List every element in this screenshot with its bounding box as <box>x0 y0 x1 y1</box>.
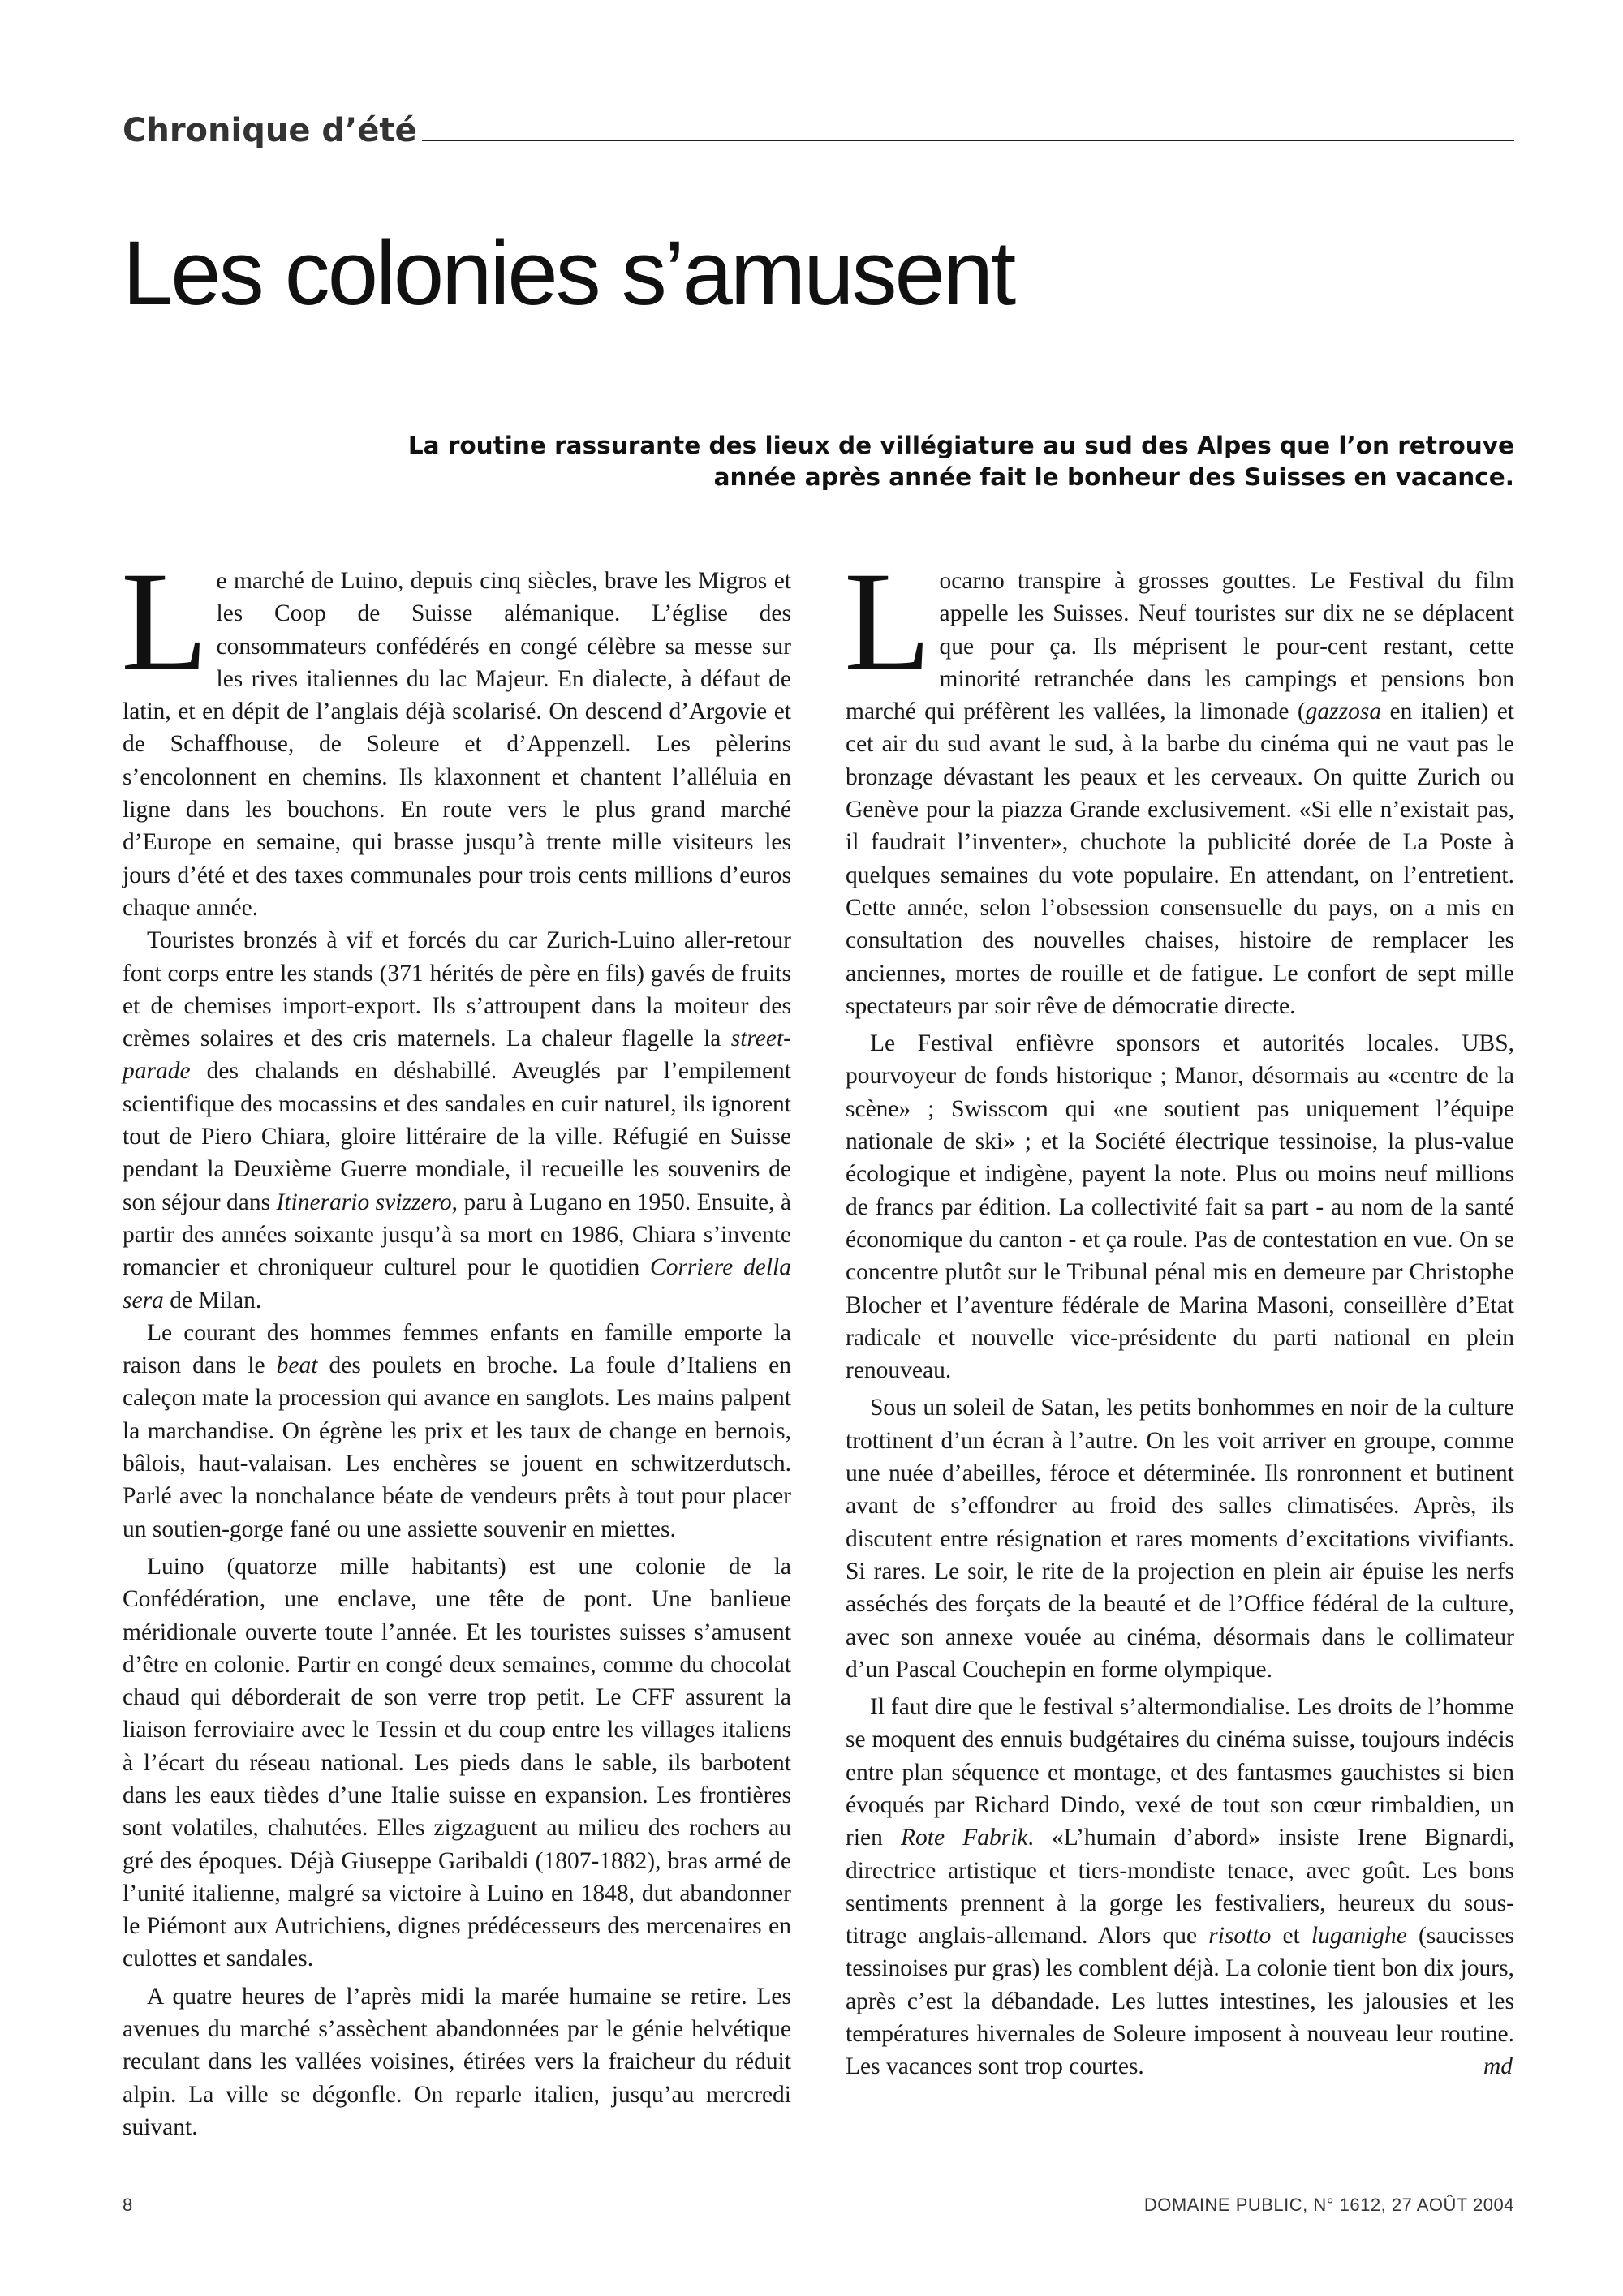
paragraph: Touristes bronzés à vif et forcés du car Zurich-Luino aller-retour font corps entre les stands (371 hérités de père en fils) gavés de fruits et de chemises import-export. Ils s’attroupent dans la moiteur des crèmes solaires et des cris maternels. La chaleur flagelle la street-parade des chalands en déshabillé. Aveuglés par l’empilement scientifique des mocassins et des sandales en cuir naturel, ils ignorent tout de Piero Chiara, gloire littéraire de la ville. Réfugié en Suisse pendant la Deuxième Guerre mondiale, il recueille les souvenirs de son séjour dans Itinerario svizzero, paru à Lugano en 1950. Ensuite, à partir des années soixante jusqu’à sa mort en 1986, Chiara s’invente romancier et chroniqueur culturel pour le quotidien Corriere della sera de Milan. <box>123 927 791 1314</box>
paragraph: Le courant des hommes femmes enfants en famille emporte la raison dans le beat des poulets en broche. La foule d’Italiens en caleçon mate la procession qui avance en sanglots. Les mains palpent la marchandise. On égrène les prix et les taux de change en bernois, bâlois, haut-valaisan. Les enchères se jouent en schwitzerdutsch. Parlé avec la nonchalance béate de vendeurs prêts à tout pour placer un soutien-gorge fané ou une assiette souvenir en miettes. <box>123 1319 791 1542</box>
drop-cap: L <box>844 543 932 701</box>
paragraph: Il faut dire que le festival s’altermondialise. Les droits de l’homme se moquent des ennuis budgétaires du cinéma suisse, toujours indécis entre plan séquence et montage, et des fantasmes gauchistes si bien évoqués par Richard Dindo, vexé de tout son cœur rimbaldien, un rien Rote Fabrik. «L’humain d’abord» insiste Irene Bignardi, directrice artistique et tiers-mondiste tenace, avec goût. Les bons sentiments prennent à la gorge les festivaliers, heureux du sous-titrage anglais-allemand. Alors que risotto et luganighe (saucisses tessinoises pur gras) les comblent déjà. La colonie tient bon dix jours, après c’est la débandade. Les luttes intestines, les jalousies et les températures hivernales de Soleure imposent à nouveau leur routine. Les vacances sont trop courtes. md <box>846 1691 1514 2083</box>
left-column <box>121 543 791 2143</box>
rubric-label: Chronique d’été <box>123 112 422 149</box>
publication-info: DOMAINE PUBLIC, N° 1612, 27 AOÛT 2004 <box>1143 2195 1514 2215</box>
page-number: 8 <box>123 2195 133 2215</box>
article-title: Les colonies s’amusent <box>123 222 1014 324</box>
paragraph: Luino (quatorze mille habitants) est une colonie de la Confédération, une enclave, une tête de pont. Une banlieue méridionale ouverte toute l’année. Et les touristes suisses s’amusent d’être en colonie. Partir en congé deux semaines, comme du chocolat chaud qui déborderait de son verre trop petit. Le CFF assurent la liaison ferroviaire avec le Tessin et du coup entre les villages italiens à l’écart du réseau national. Les pieds dans le sable, ils barbotent dans les eaux tièdes d’une Italie suisse en expansion. Les frontières sont volatiles, chahutées. Elles zigzaguent au milieu des rochers au gré des époques. Déjà Giuseppe Garibaldi (1807-1882), bras armé de l’unité italienne, malgré sa victoire à Luino en 1848, dut abandonner le Piémont aux Autrichiens, dignes prédécesseurs des mercenaires en culottes et sandales. <box>123 1553 791 1972</box>
paragraph: Locarno transpire à grosses gouttes. Le Festival du film appelle les Suisses. Neuf touristes sur dix ne se déplacent que pour ça. Ils méprisent le pour-cent restant, cette minorité retranchée dans les campings et pensions bon marché qui préfèrent les vallées, la limonade (gazzosa en italien) et cet air du sud avant le sud, à la barbe du cinéma qui ne vaut pas le bronzage dévastant les peaux et les cerveaux. On quitte Zurich ou Genève pour la piazza Grande exclusivement. «Si elle n’existait pas, il faudrait l’inventer», chuchote la publicité dorée de La Poste à quelques semaines du vote populaire. En attendant, on l’entretient. Cette année, selon l’obsession consensuelle du pays, on a mis en consultation des nouvelles chaises, histoire de remplacer les anciennes, mortes de rouille et de fatigue. Le confort de sept mille spectateurs par soir rêve de démocratie directe. <box>844 543 1514 1019</box>
author-signature: md <box>1483 2053 1513 2080</box>
section-rubric <box>123 104 1514 149</box>
right-column <box>844 543 1514 2083</box>
article-lead: La routine rassurante des lieux de villégiature au sud des Alpes que l’on retrouve année après année fait le bonheur des Suisses en vacance. <box>407 432 1514 491</box>
paragraph: Sous un soleil de Satan, les petits bonhommes en noir de la culture trottinent d’un écran à l’autre. On les voit arriver en groupe, comme une nuée d’abeilles, féroce et déterminée. Ils ronronnent et butinent avant de s’effondrer au froid des salles climatisées. Après, ils discutent entre résignation et rares moments d’excitations vivifiants. Si rares. Le soir, le rite de la projection en plein air épuise les nerfs asséchés des forçats de la beauté et de l’Office fédéral de la culture, avec son annexe vouée au cinéma, désormais dans le collimateur d’un Pascal Couchepin en forme olympique. <box>846 1395 1514 1683</box>
paragraph: Le Festival enfièvre sponsors et autorités locales. UBS, pourvoyeur de fonds historique ; Manor, désormais au «centre de la scène» ; Swisscom qui «ne soutient pas uniquement l’équipe nationale de ski» ; et la Société électrique tessinoise, la plus-value écologique et indigène, payent la note. Plus ou moins neuf millions de francs par édition. La collectivité fait sa part - au nom de la santé économique du canton - et ça roule. Pas de contestation en vue. On se concentre plutôt sur le Tribunal pénal mis en demeure par Christophe Blocher et l’aventure fédérale de Marina Masoni, conseillère d’Etat radicale et nouvelle vice-présidente du parti national en plein renouveau. <box>846 1030 1514 1384</box>
paragraph: Le marché de Luino, depuis cinq siècles, brave les Migros et les Coop de Suisse alémanique. L’église des consommateurs confédérés en congé célèbre sa messe sur les rives italiennes du lac Majeur. En dialecte, à défaut de latin, et en dépit de l’anglais déjà scolarisé. On descend d’Argovie et de Schaffhouse, de Soleure et d’Appenzell. Les pèlerins s’encolonnent en chemins. Ils klaxonnent et chantent l’alléluia en ligne dans les bouchons. En route vers le plus grand marché d’Europe en semaine, qui brasse jusqu’à trente mille visiteurs les jours d’été et des taxes communales pour trois cents millions d’euros chaque année. <box>121 543 791 921</box>
drop-cap: L <box>121 543 209 701</box>
paragraph: A quatre heures de l’après midi la marée humaine se retire. Les avenues du marché s’assèchent abandonnées par le génie helvétique reculant dans les vallées voisines, étirées vers la fraicheur du réduit alpin. La ville se dégonfle. On reparle italien, jusqu’au mercredi suivant. <box>123 1983 791 2140</box>
